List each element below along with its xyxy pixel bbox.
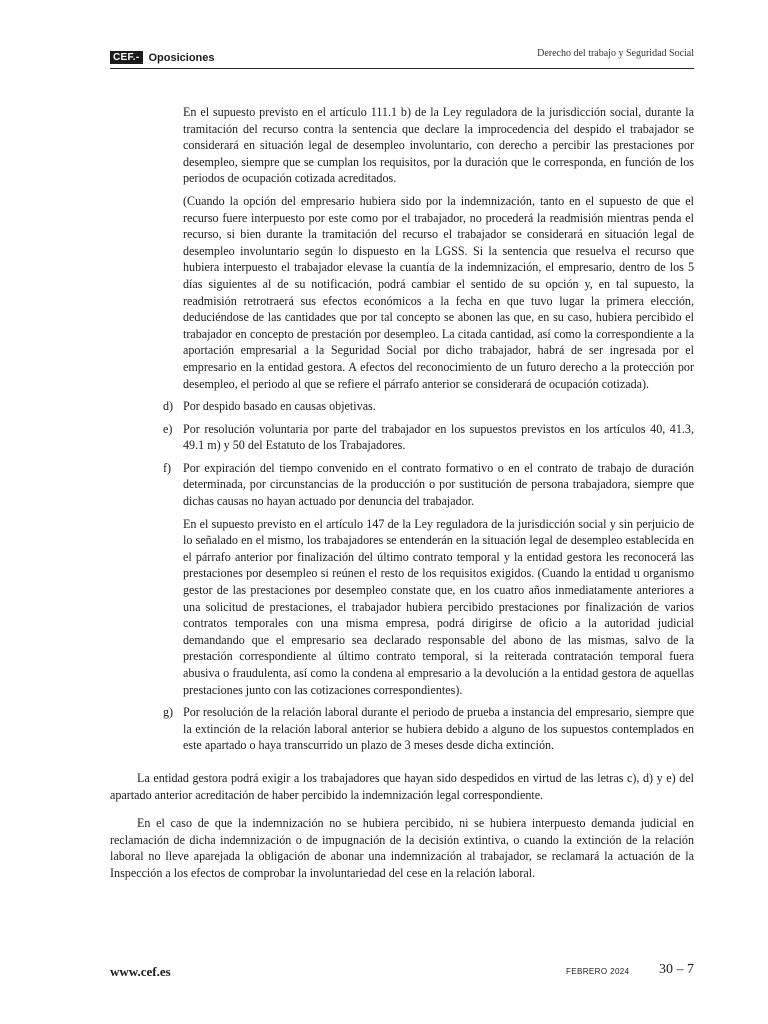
list-item-f bbox=[110, 460, 694, 510]
list-item-text: Por expiración del tiempo convenido en el contrato formativo o en el contrato de trabajo de duración determinada, por circunstancias de la producción o por sustitución de persona trabajadora, siempre que dichas causas no hayan actuado por denuncia del trabajador. bbox=[183, 460, 694, 509]
cef-logo: CEF.- bbox=[110, 51, 143, 64]
brand bbox=[110, 51, 215, 64]
list-item-label: g) bbox=[163, 705, 174, 720]
paragraph-2: (Cuando la opción del empresario hubiera sido por la indemnización, tanto en el supuesto de que el recurso fuere interpuesto por este como por el trabajador, no procederá la readmisión mientras penda el recurso, si bien durante la tramitación del recurso el trabajador se considerará en situación legal de desempleo involuntario según lo dispuesto en la LGSS. Si la sentencia que resuelva el recurso que hubiera interpuesto el trabajador elevase la cuantía de la indemnización, el empresario, dentro de los 5 días siguientes al de su notificación, podrá cambiar el sentido de su opción y, en tal supuesto, la readmisión retrotraerá sus efectos económicos a la fecha en que tuvo lugar la primera elección, deduciéndose de las cantidades que por tal concepto se abonen las que, en su caso, hubiera percibido el trabajador en concepto de prestación por desempleo. La citada cantidad, así como la correspondiente a la aportación empresarial a la Seguridad Social por dicho trabajador, habrá de ser ingresada por el empresario en la entidad gestora. A efectos del reconocimiento de un futuro derecho a la protección por desempleo, el periodo al que se refiere el párrafo anterior se considerará de ocupación cotizada). bbox=[183, 193, 694, 391]
page-number: 30 – 7 bbox=[659, 962, 694, 977]
paragraph-5: En el caso de que la indemnización no se hubiera percibido, ni se hubiera interpuesto demanda judicial en reclamación de dicha indemnización o de impugnación de la decisión extintiva, o cuando la extinción de la relación laboral no lleve aparejada la obligación de abonar una indemnización al trabajador, se reclamará la actuación de la Inspección a los efectos de comprobar la involuntariedad del cese en la relación laboral. bbox=[110, 816, 694, 880]
paragraph-3: En el supuesto previsto en el artículo 147 de la Ley reguladora de la jurisdicción social y sin perjuicio de lo señalado en el mismo, los trabajadores se entenderán en la situación legal de desempleo establecida en el párrafo anterior por finalización del último contrato temporal y la entidad gestora les reconocerá las prestaciones por desempleo si reúnen el resto de los requisitos exigidos. (Cuando la entidad u organismo gestor de las prestaciones por desempleo constate que, en los cuatro años inmediatamente anteriores a una solicitud de prestaciones, el trabajador hubiera percibido prestaciones por finalización de varios contratos temporales con una misma empresa, podrá dirigirse de oficio a la autoridad judicial demandando que el empresario sea declarado responsable del abono de las mismas, salvo de la prestación correspondiente al último contrato temporal, si la reiterada contratación temporal fuera abusiva o fraudulenta, así como la condena al empresario a la devolución a la entidad gestora de aquellas prestaciones junto con las cotizaciones correspondientes). bbox=[183, 516, 694, 697]
list-item-label: d) bbox=[163, 399, 174, 414]
paragraph-1: En el supuesto previsto en el artículo 111.1 b) de la Ley reguladora de la jurisdicción social, durante la tramitación del recurso contra la sentencia que declare la improcedencia del despido el trabajador se considerará en situación legal de desempleo involuntario, con derecho a percibir las prestaciones por desempleo, siempre que se cumplan los requisitos, por la duración que le corresponda, en función de los periodos de ocupación cotizada acreditados. bbox=[183, 105, 694, 186]
footer-website: www.cef.es bbox=[110, 964, 171, 979]
list-item-d bbox=[110, 398, 694, 415]
list-item-g bbox=[110, 704, 694, 754]
footer-date: FEBRERO 2024 bbox=[566, 967, 630, 976]
list-item-text: Por resolución de la relación laboral durante el periodo de prueba a instancia del empresario, siempre que la extinción de la relación laboral anterior se hubiera debido a alguno de los supuestos contemplados en este apartado o haya transcurrido un plazo de 3 meses desde dicha extinción. bbox=[183, 705, 694, 753]
list-item-e bbox=[110, 421, 694, 454]
list-item-text: Por despido basado en causas objetivas. bbox=[183, 399, 376, 414]
paragraph-4: La entidad gestora podrá exigir a los trabajadores que hayan sido despedidos en virtud de las letras c), d) y e) del apartado anterior acreditación de haber percibido la indemnización legal correspondiente. bbox=[110, 770, 694, 802]
section-title: Derecho del trabajo y Seguridad Social bbox=[537, 48, 694, 59]
page-header bbox=[110, 46, 694, 69]
page-content bbox=[110, 104, 694, 882]
brand-name: Oposiciones bbox=[148, 51, 215, 64]
list-item-label: f) bbox=[163, 460, 172, 475]
list-item-text: Por resolución voluntaria por parte del trabajador en los supuestos previstos en los artículos 40, 41.3, 49.1 m) y 50 del Estatuto de los Trabajadores. bbox=[183, 421, 694, 453]
list-item-label: e) bbox=[163, 421, 173, 436]
